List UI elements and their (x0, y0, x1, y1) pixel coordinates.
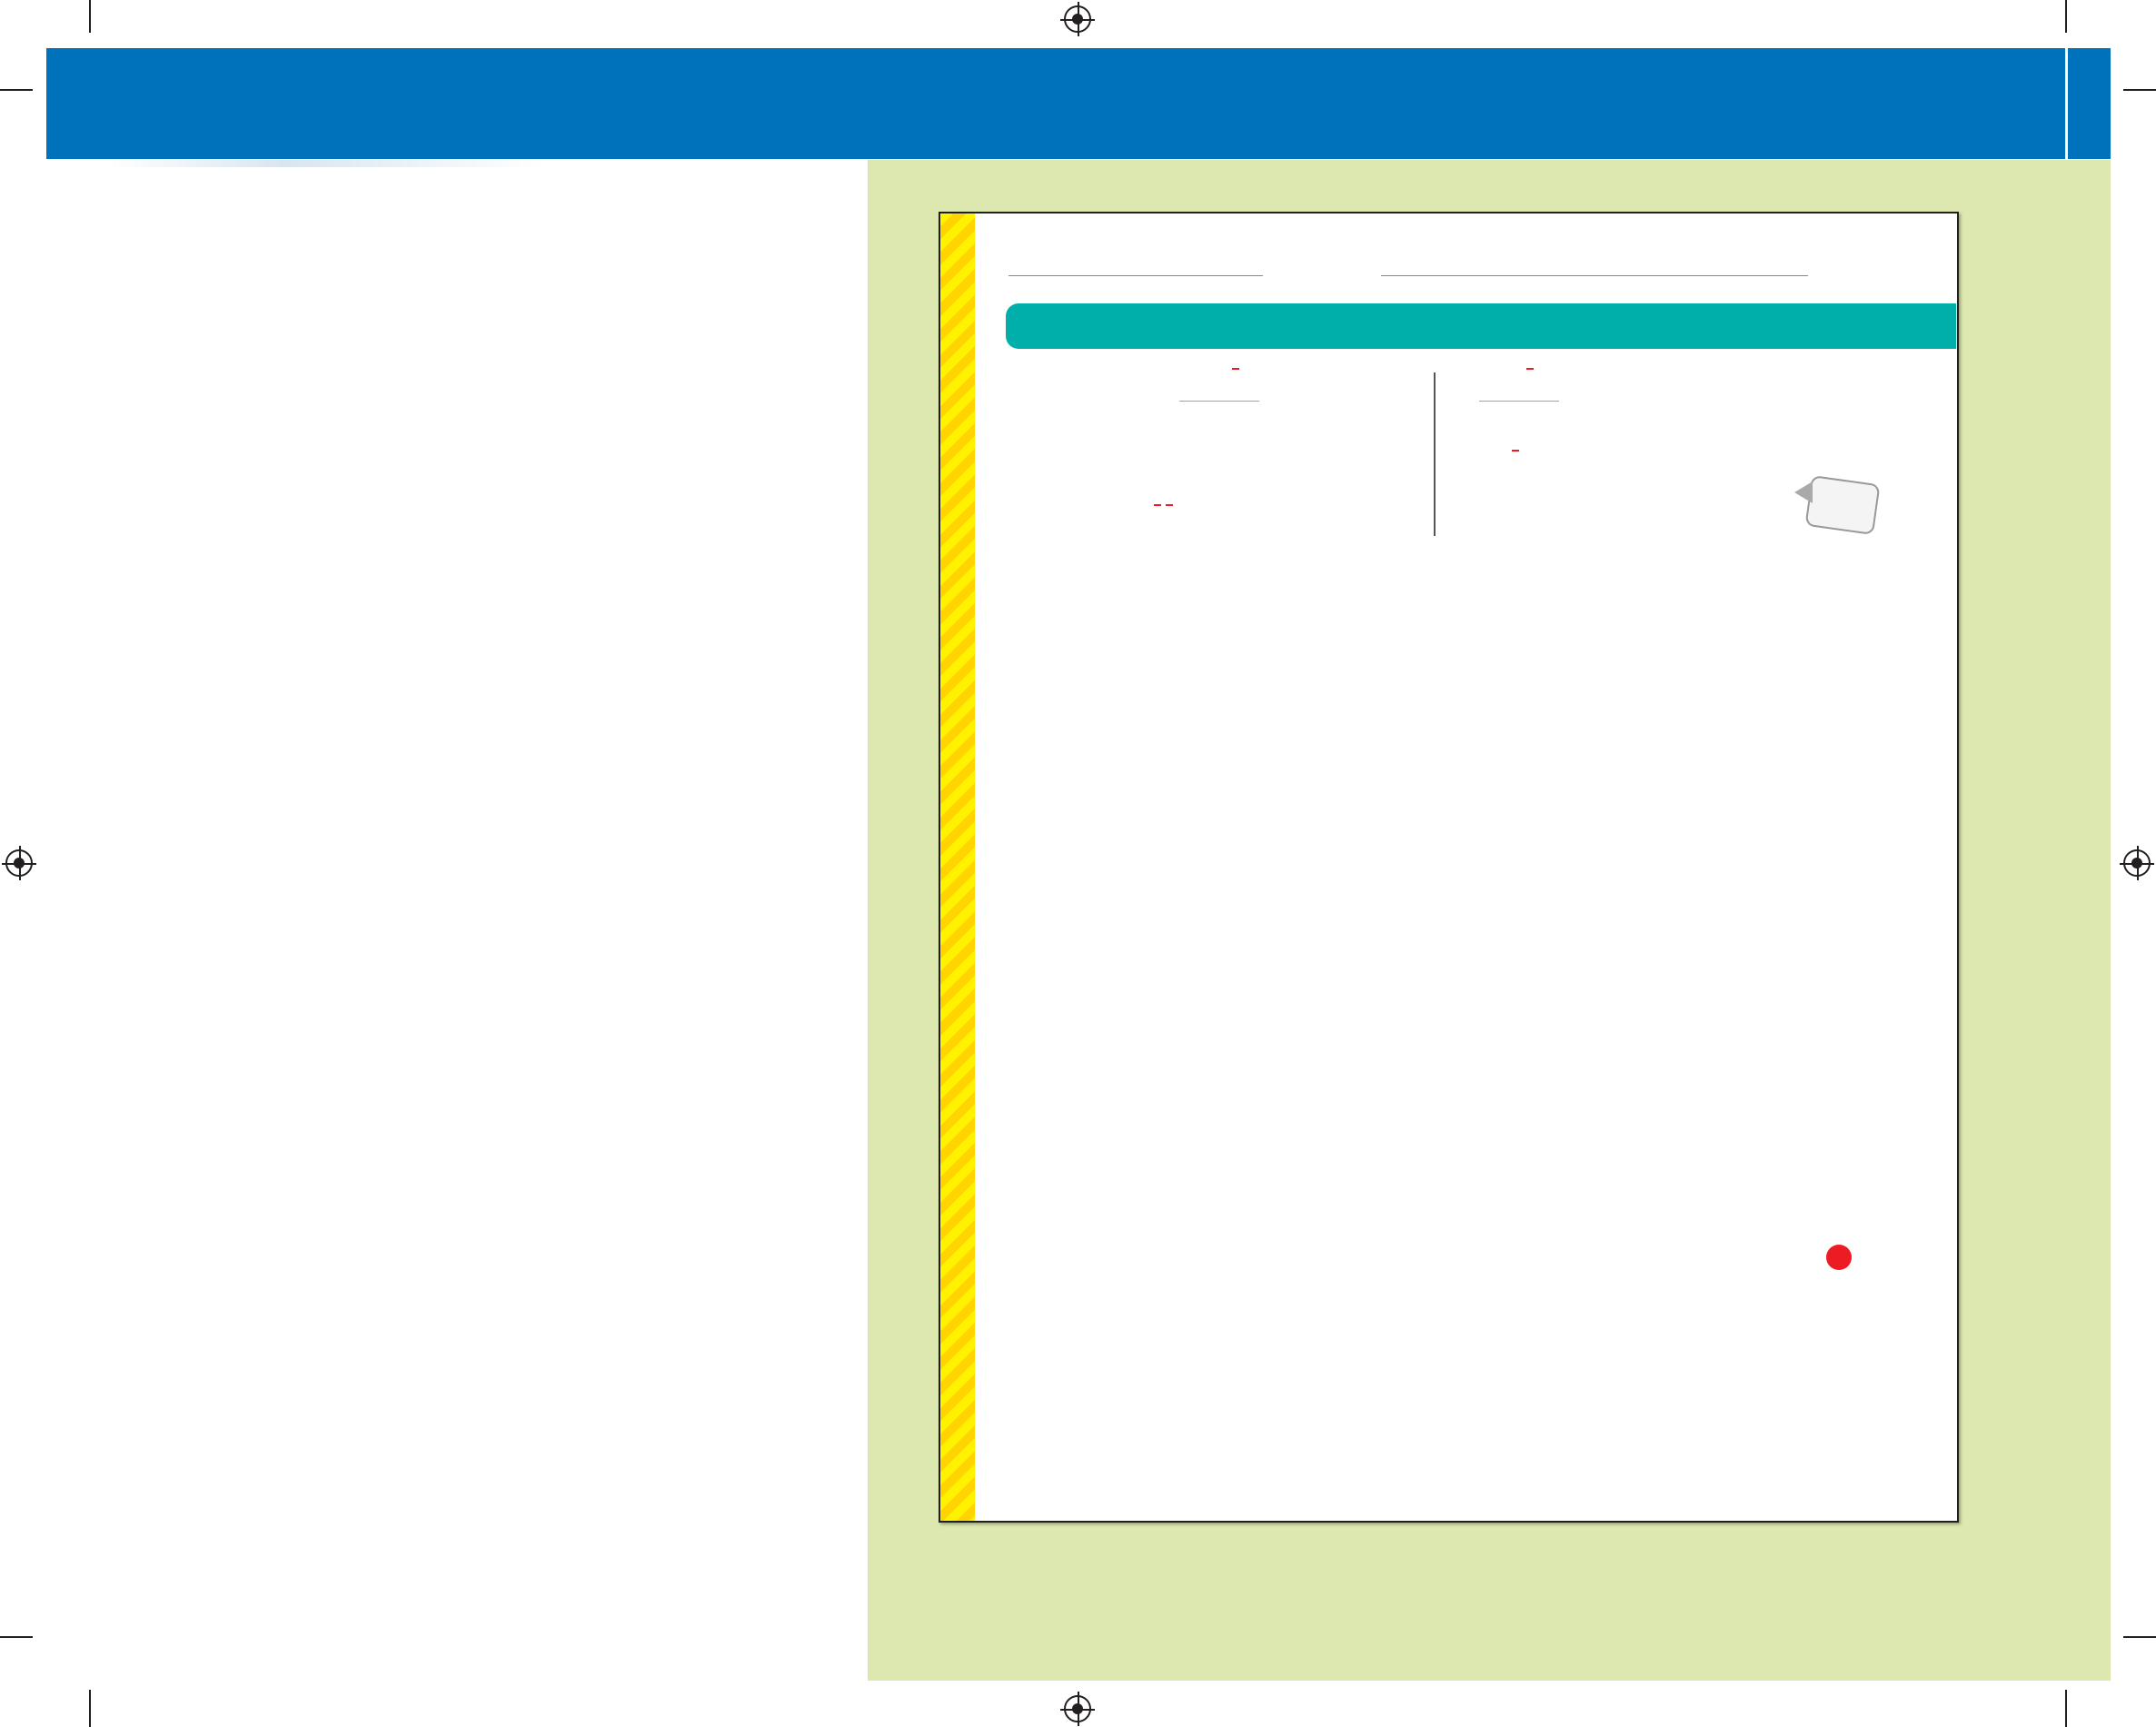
work-26-line3 (1154, 495, 1173, 515)
denominator (1526, 368, 1534, 372)
registration-mark-icon (2123, 849, 2151, 877)
homework-help-badge (1804, 475, 1880, 535)
crop-mark (2123, 89, 2156, 91)
registration-mark-icon (1064, 1695, 1091, 1722)
crop-mark (89, 0, 91, 33)
banner-shadow (109, 160, 545, 167)
banner-divider (2065, 48, 2068, 159)
crop-mark (0, 89, 33, 91)
denominator (1512, 450, 1519, 453)
denominator (1166, 504, 1173, 508)
crop-mark (2065, 0, 2067, 33)
section-title-bar (1006, 303, 1956, 349)
chapter-banner (46, 48, 2111, 159)
worksheet-page (939, 212, 1959, 1523)
registration-mark-icon (1064, 5, 1091, 33)
answer-26 (1232, 359, 1239, 378)
crop-mark (2065, 1690, 2067, 1727)
crop-mark (89, 1690, 91, 1727)
persevere-instruction (1826, 1245, 1852, 1275)
answer-blank[interactable] (1179, 401, 1259, 402)
persevere-badge (1826, 1245, 1852, 1270)
answer-blank[interactable] (1479, 401, 1559, 402)
denominator (1154, 504, 1161, 508)
page-footer (156, 1564, 174, 1595)
worksheet-stripe (940, 213, 975, 1521)
work-25 (1512, 441, 1519, 461)
name-line (1381, 275, 1808, 276)
answer-25 (1526, 359, 1534, 378)
registration-mark-icon (5, 849, 33, 877)
arrow-icon (1794, 481, 1813, 503)
column-divider (1434, 372, 1436, 536)
denominator (1232, 368, 1239, 372)
crop-mark (2123, 1636, 2156, 1638)
crop-mark (0, 1636, 33, 1638)
class-line (1008, 275, 1263, 276)
